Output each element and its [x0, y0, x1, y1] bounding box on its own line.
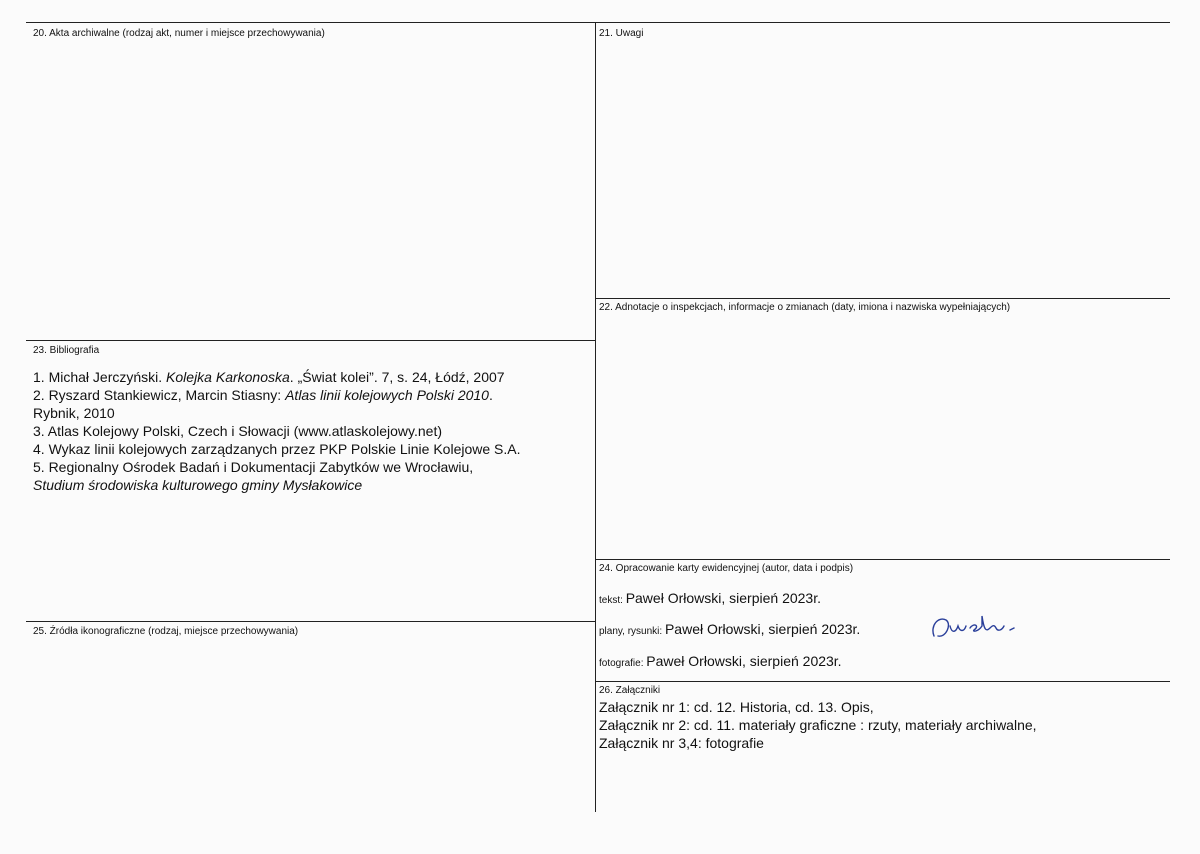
bibliography-item: 2. Ryszard Stankiewicz, Marcin Stiasny: Atlas linii kolejowych Polski 2010. [33, 387, 493, 403]
section-20-label: 20. Akta archiwalne (rodzaj akt, numer i miejsce przechowywania) [33, 28, 325, 39]
section-25-label: 25. Źródła ikonograficzne (rodzaj, miejsce przechowywania) [33, 626, 299, 637]
author-plans-line: plany, rysunki: Paweł Orłowski, sierpień 2023r. [599, 621, 861, 637]
center-divider [595, 22, 596, 812]
attachment-item: Załącznik nr 1: cd. 12. Historia, cd. 13. Opis, [599, 699, 874, 715]
author-text-line: tekst: Paweł Orłowski, sierpień 2023r. [599, 590, 821, 606]
attachments-list [599, 698, 1037, 752]
bibliography-item: Studium środowiska kulturowego gminy Mysłakowice [33, 477, 363, 493]
bibliography-item: 4. Wykaz linii kolejowych zarządzanych przez PKP Polskie Linie Kolejowe S.A. [33, 441, 521, 457]
author-photos-line: fotografie: Paweł Orłowski, sierpień 2023r. [599, 653, 842, 669]
section-21-label: 21. Uwagi [599, 28, 644, 39]
rule-25 [26, 621, 595, 622]
signature [928, 612, 1028, 648]
bibliography-item: 3. Atlas Kolejowy Polski, Czech i Słowacji (www.atlaskolejowy.net) [33, 423, 443, 439]
bibliography-list [33, 368, 521, 494]
rule-22 [595, 298, 1170, 299]
section-22-label: 22. Adnotacje o inspekcjach, informacje o zmianach (daty, imiona i nazwiska wypełniających) [599, 302, 1011, 313]
bibliography-item: Rybnik, 2010 [33, 405, 115, 421]
top-rule [26, 22, 1170, 23]
section-23-label: 23. Bibliografia [33, 345, 100, 356]
bibliography-item: 5. Regionalny Ośrodek Badań i Dokumentacji Zabytków we Wrocławiu, [33, 459, 474, 475]
rule-23 [26, 340, 595, 341]
rule-26 [595, 681, 1170, 682]
section-26-label: 26. Załączniki [599, 685, 661, 696]
attachment-item: Załącznik nr 2: cd. 11. materiały graficzne : rzuty, materiały archiwalne, [599, 717, 1037, 733]
section-24-label: 24. Opracowanie karty ewidencyjnej (autor, data i podpis) [599, 563, 854, 574]
bibliography-item: 1. Michał Jerczyński. Kolejka Karkonoska. „Świat kolei”. 7, s. 24, Łódź, 2007 [33, 369, 505, 385]
rule-24 [595, 559, 1170, 560]
attachment-item: Załącznik nr 3,4: fotografie [599, 735, 764, 751]
